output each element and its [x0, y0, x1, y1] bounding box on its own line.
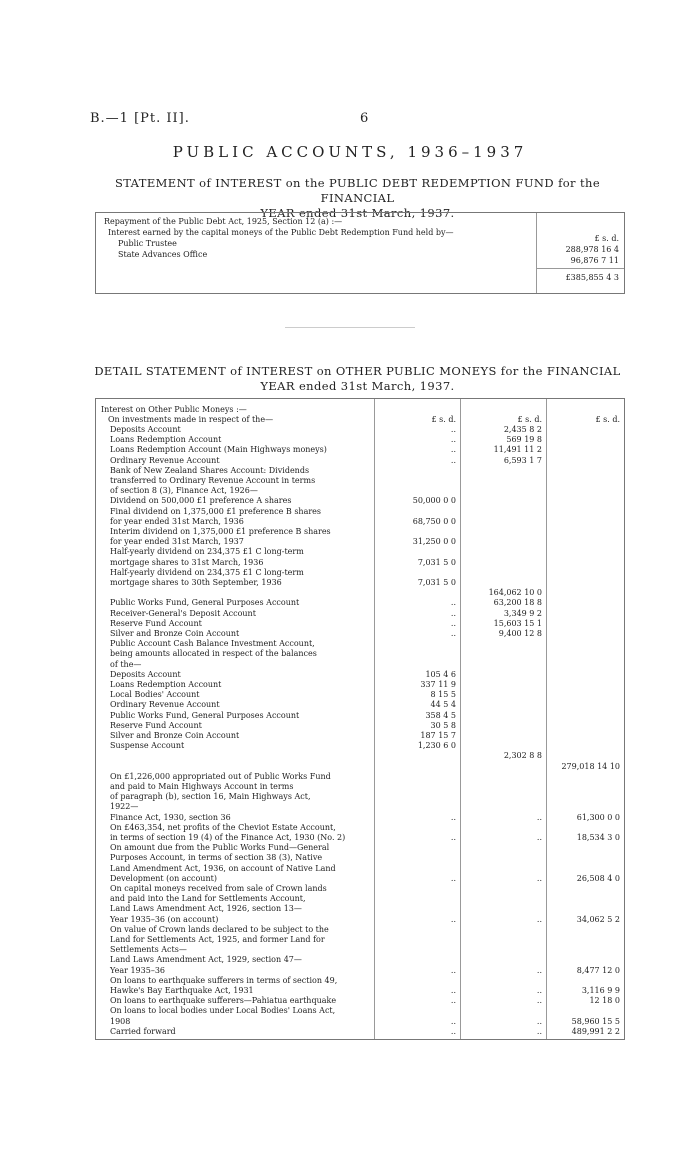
row-label: Loans Redemption Account: [110, 435, 222, 445]
row-col1-amount: 7,031 5 0: [417, 557, 456, 567]
row-col1-amount: 7,031 5 0: [417, 578, 456, 587]
statement1-table: [95, 212, 625, 294]
row-col2-amount: ..: [536, 812, 542, 822]
statement1-heading-line2: YEAR ended 31st March, 1937.: [260, 206, 455, 220]
row-col1-amount: 31,250 0 0: [412, 537, 456, 547]
statement1-row-label: State Advances Office: [118, 250, 208, 259]
row-col2-amount: 164,062 10 0: [488, 588, 542, 598]
row-col1-amount: ..: [450, 914, 456, 924]
row-col1-amount: 30 5 8: [430, 720, 456, 730]
row-col1-amount: 44 5 4: [430, 700, 456, 710]
statement1-currency: £ s. d.: [594, 234, 619, 243]
row-label: Reserve Fund Account: [110, 618, 202, 628]
row-col2-amount: ..: [536, 965, 542, 975]
row-label: and paid into the Land for Settlements Account,: [110, 894, 306, 904]
column-currency: £ s. d.: [595, 415, 620, 424]
row-label: Ordinary Revenue Account: [110, 700, 220, 710]
row-label: being amounts allocated in respect of the balances: [110, 649, 317, 659]
row-col2-amount: ..: [536, 986, 542, 995]
row-label: Public Works Fund, General Purposes Account: [110, 598, 300, 608]
row-label: Ordinary Revenue Account: [110, 455, 220, 465]
row-label: Land Laws Amendment Act, 1926, section 13—: [110, 904, 302, 914]
row-col2-amount: ..: [536, 1026, 542, 1036]
row-label: On value of Crown lands declared to be subject to the: [110, 924, 329, 934]
row-label: Land Amendment Act, 1936, on account of Native Land: [110, 863, 336, 873]
row-label: of the—: [110, 659, 142, 669]
row-col2-amount: 15,603 15 1: [493, 618, 542, 628]
row-col1-amount: 1,230 6 0: [417, 741, 456, 751]
row-label: Reserve Fund Account: [110, 720, 202, 730]
row-label: On capital moneys received from sale of Crown lands: [110, 884, 327, 893]
row-label: Deposits Account: [110, 425, 181, 434]
row-col1-amount: ..: [450, 598, 456, 608]
column-currency: £ s. d.: [517, 415, 542, 424]
row-col1-amount: ..: [450, 812, 456, 822]
row-col1-amount: 337 11 9: [420, 680, 456, 689]
row-label: Carried forward: [110, 1026, 176, 1036]
row-label: of paragraph (b), section 16, Main Highways Act,: [110, 792, 311, 802]
row-col1-amount: ..: [450, 618, 456, 628]
row-label: On loans to earthquake sufferers—Pahiatua earthquake: [110, 996, 337, 1006]
statement2-heading: [90, 364, 625, 394]
row-label: Loans Redemption Account (Main Highways moneys): [110, 445, 327, 455]
statement2-table: [95, 398, 625, 1040]
row-col2-amount: ..: [536, 833, 542, 842]
row-label: Land for Settlements Act, 1925, and former Land for: [110, 935, 325, 944]
row-col3-amount: 26,508 4 0: [576, 873, 620, 883]
row-label: and paid to Main Highways Account in terms: [110, 782, 294, 791]
row-col2-amount: 9,400 12 8: [498, 629, 542, 638]
row-label: Interim dividend on 1,375,000 £1 preference B shares: [110, 527, 331, 536]
row-label: Public Works Fund, General Purposes Account: [110, 710, 300, 720]
row-col1-amount: ..: [450, 445, 456, 455]
row-col1-amount: 68,750 0 0: [412, 516, 456, 526]
row-label: On £1,226,000 appropriated out of Public Works Fund: [110, 771, 331, 781]
row-label: Year 1935–36: [110, 965, 165, 975]
column-currency: £ s. d.: [431, 415, 456, 424]
statement1-row-amount: 288,978 16 4: [565, 245, 619, 254]
row-label: Hawke's Bay Earthquake Act, 1931: [110, 986, 254, 995]
row-label: Half-yearly dividend on 234,375 £1 C long-term: [110, 547, 304, 557]
row-label: Suspense Account: [110, 741, 185, 751]
statement2-intro: Interest on Other Public Moneys :—: [101, 405, 247, 414]
row-label: On amount due from the Public Works Fund—General: [110, 843, 330, 853]
document-reference: B.—1 [Pt. II].: [90, 111, 190, 126]
row-label: On loans to local bodies under Local Bodies' Loans Act,: [110, 1006, 336, 1016]
statement1-heading-line1: STATEMENT of INTEREST on the PUBLIC DEBT REDEMPTION FUND for the FINANCIAL: [114, 176, 601, 205]
row-col1-amount: ..: [450, 455, 456, 465]
row-label: 1908: [110, 1016, 131, 1026]
statement2-sub: On investments made in respect of the—: [108, 415, 274, 424]
row-label: On £463,354, net profits of the Cheviot Estate Account,: [110, 822, 336, 832]
row-col1-amount: ..: [450, 1026, 456, 1036]
row-col1-amount: ..: [450, 1016, 456, 1026]
statement1-intro: Repayment of the Public Debt Act, 1925, Section 12 (a) :—: [104, 217, 343, 226]
row-col1-amount: 105 4 6: [425, 669, 456, 679]
row-col2-amount: 3,349 9 2: [503, 608, 542, 618]
row-col3-amount: 61,300 0 0: [576, 812, 620, 822]
row-col3-amount: 8,477 12 0: [576, 965, 620, 975]
page-title: PUBLIC ACCOUNTS, 1936–1937: [172, 143, 528, 161]
row-label: Loans Redemption Account: [110, 680, 222, 689]
row-label: in terms of section 19 (4) of the Finance Act, 1930 (No. 2): [110, 833, 346, 842]
row-label: Development (on account): [110, 873, 217, 883]
row-label: Public Account Cash Balance Investment Account,: [110, 639, 315, 649]
row-label: mortgage shares to 31st March, 1936: [110, 557, 264, 567]
row-col2-amount: ..: [536, 873, 542, 883]
row-col3-amount: 489,991 2 2: [571, 1026, 620, 1036]
row-label: Settlements Acts—: [110, 945, 187, 955]
row-col2-amount: 569 19 8: [506, 435, 542, 445]
row-col2-amount: ..: [536, 996, 542, 1006]
row-label: Silver and Bronze Coin Account: [110, 731, 240, 740]
row-col1-amount: ..: [450, 965, 456, 975]
row-col1-amount: ..: [450, 629, 456, 638]
statement2-heading-line2: YEAR ended 31st March, 1937.: [260, 379, 455, 393]
row-col2-amount: 6,593 1 7: [503, 455, 542, 465]
row-col3-amount: 279,018 14 10: [561, 761, 620, 771]
row-col3-amount: 58,960 15 5: [571, 1016, 620, 1026]
row-col1-amount: ..: [450, 425, 456, 434]
row-col1-amount: ..: [450, 873, 456, 883]
row-label: for year ended 31st March, 1936: [110, 516, 244, 526]
row-col2-amount: 11,491 11 2: [493, 445, 542, 455]
row-label: Local Bodies' Account: [110, 690, 200, 700]
row-label: mortgage shares to 30th September, 1936: [110, 578, 282, 587]
row-label: Half-yearly dividend on 234,375 £1 C long-term: [110, 567, 304, 577]
row-label: of section 8 (3), Finance Act, 1926—: [110, 486, 258, 496]
row-col3-amount: 12 18 0: [589, 996, 620, 1006]
row-col1-amount: ..: [450, 986, 456, 995]
row-col2-amount: 2,435 8 2: [503, 425, 542, 434]
row-label: Dividend on 500,000 £1 preference A shares: [110, 496, 292, 506]
row-label: Land Laws Amendment Act, 1929, section 47—: [110, 955, 302, 965]
row-label: Bank of New Zealand Shares Account: Dividends: [110, 465, 310, 475]
row-label: Purposes Account, in terms of section 38 (3), Native: [110, 853, 323, 863]
row-label: transferred to Ordinary Revenue Account in terms: [110, 476, 316, 485]
row-col2-amount: 63,200 18 8: [493, 598, 542, 608]
row-col1-amount: ..: [450, 435, 456, 445]
row-col1-amount: ..: [450, 608, 456, 618]
row-col3-amount: 18,534 3 0: [576, 833, 620, 842]
row-col1-amount: 8 15 5: [430, 690, 456, 700]
section-divider: [285, 327, 415, 328]
row-label: 1922—: [110, 802, 139, 812]
row-col1-amount: ..: [450, 996, 456, 1006]
row-label: On loans to earthquake sufferers in terms of section 49,: [110, 975, 338, 985]
row-label: for year ended 31st March, 1937: [110, 537, 244, 547]
row-col1-amount: 358 4 5: [425, 710, 456, 720]
row-col1-amount: 187 15 7: [420, 731, 456, 740]
statement1-row-amount: 96,876 7 11: [570, 256, 619, 265]
row-col2-amount: ..: [536, 914, 542, 924]
row-col1-amount: ..: [450, 833, 456, 842]
row-label: Final dividend on 1,375,000 £1 preference B shares: [110, 506, 322, 516]
statement1-desc: Interest earned by the capital moneys of the Public Debt Redemption Fund held by—: [108, 228, 454, 237]
row-col3-amount: 34,062 5 2: [576, 914, 620, 924]
statement1-row-label: Public Trustee: [118, 239, 177, 248]
statement1-total: £385,855 4 3: [565, 273, 619, 282]
statement2-heading-line1: DETAIL STATEMENT of INTEREST on OTHER PUBLIC MONEYS for the FINANCIAL: [94, 364, 621, 378]
row-label: Deposits Account: [110, 669, 181, 679]
row-label: Silver and Bronze Coin Account: [110, 629, 240, 638]
row-col3-amount: 3,116 9 9: [581, 986, 620, 995]
row-label: Finance Act, 1930, section 36: [110, 812, 231, 822]
row-label: Year 1935–36 (on account): [110, 914, 219, 924]
row-col2-amount: 2,302 8 8: [503, 751, 542, 761]
row-col1-amount: 50,000 0 0: [412, 496, 456, 506]
row-label: Receiver-General's Deposit Account: [110, 608, 256, 618]
row-col2-amount: ..: [536, 1016, 542, 1026]
page-number: 6: [360, 111, 369, 126]
